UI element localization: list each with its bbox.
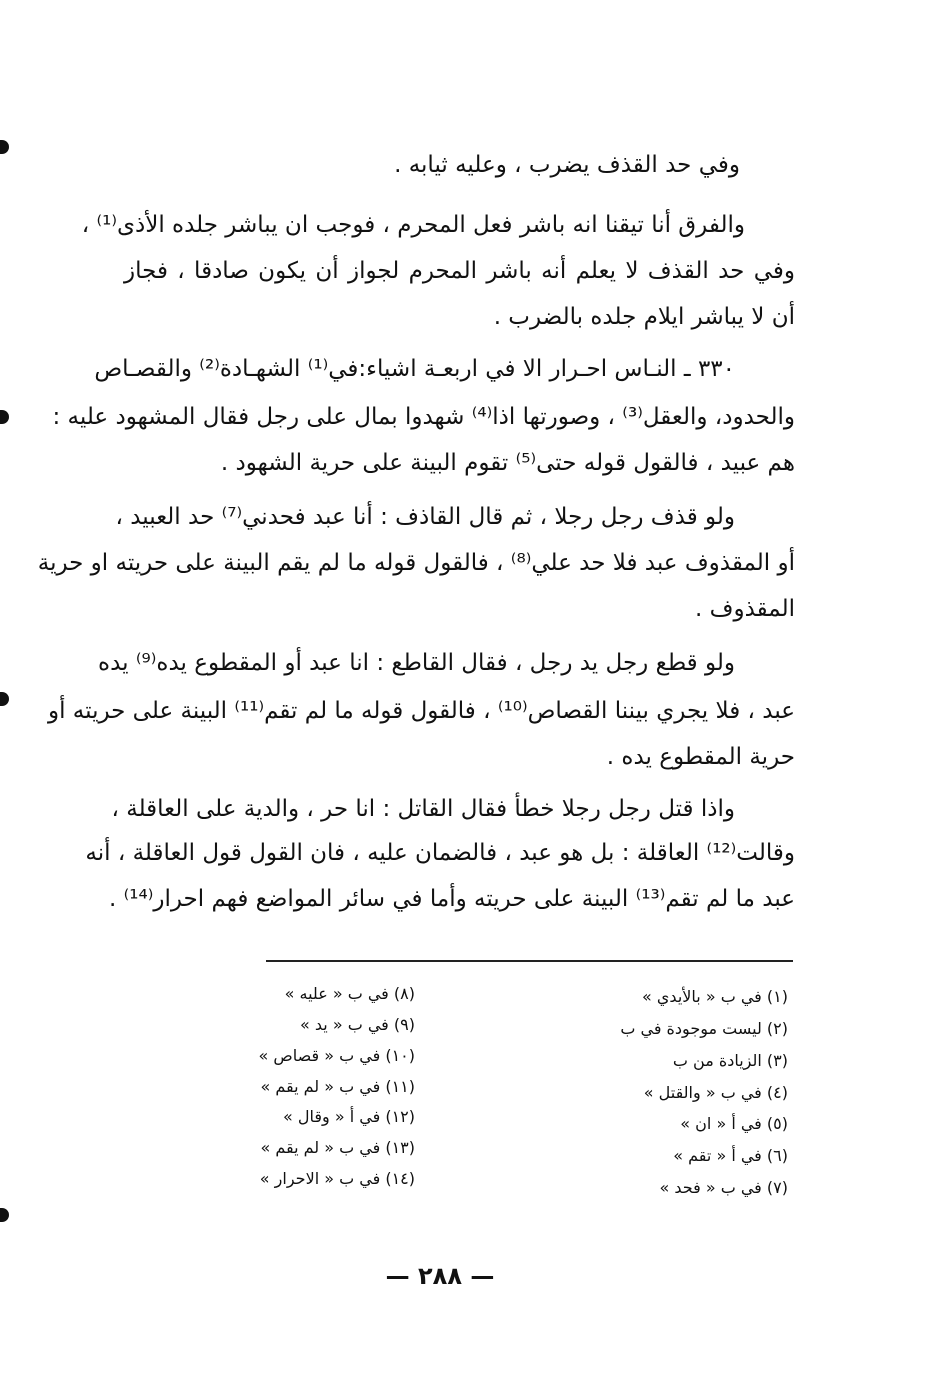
- footnote: (٣) الزيادة من ب: [672, 1051, 788, 1070]
- footnote: (٩) في ب « يد »: [300, 1015, 415, 1034]
- footnote: (١٣) في ب « لم يقم »: [260, 1138, 415, 1157]
- footnote: (٦) في أ « تقم »: [673, 1146, 788, 1165]
- text-line: المقذوف .: [695, 596, 795, 622]
- text-line: ولو قذف رجل رجلا ، ثم قال القاذف : أنا عبد فحدني⁽⁷⁾ حد العبيد ،: [115, 504, 735, 530]
- binding-mark: [0, 140, 9, 154]
- footnote: (٤) في ب « والقتل »: [643, 1083, 788, 1102]
- text-line: ٣٣٠ ـ النـاس احـرار الا في اربعـة اشياء:في⁽¹⁾ الشهـادة⁽²⁾ والقصـاص: [94, 356, 735, 382]
- binding-mark: [0, 1208, 9, 1222]
- text-line: وقالت⁽¹²⁾ العاقلة : بل هو عبد ، فالضمان عليه ، فان القول قول العاقلة ، أنه: [85, 840, 795, 866]
- footnote: (١٤) في ب « الاحرار »: [259, 1169, 415, 1188]
- footnote: (١١) في ب « لم يقم »: [260, 1077, 415, 1096]
- text-line: هم عبيد ، فالقول قوله حتى⁽⁵⁾ تقوم البينة على حرية الشهود .: [220, 450, 795, 476]
- text-line: حرية المقطوع يده .: [606, 744, 795, 770]
- binding-mark: [0, 692, 9, 706]
- footnote: (٥) في أ « ان »: [680, 1114, 788, 1133]
- footnote: (١٢) في أ « وقال »: [283, 1107, 415, 1126]
- footnote: (١٠) في ب « قصاص »: [258, 1046, 415, 1065]
- text-line: والحدود، والعقل⁽³⁾ ، وصورتها اذا⁽⁴⁾ شهدوا بمال على رجل فقال المشهود عليه :: [52, 404, 795, 430]
- text-line: واذا قتل رجل رجلا خطأ فقال القاتل : انا حر ، والدية على العاقلة ،: [111, 796, 735, 822]
- text-line: عبد ما لم تقم⁽¹³⁾ البينة على حريته وأما في سائر المواضع فهم احرار⁽¹⁴⁾ .: [108, 886, 795, 912]
- footnote: (٢) ليست موجودة في ب: [620, 1019, 788, 1038]
- text-line: وفي حد القذف لا يعلم أنه باشر المحرم لجواز أن يكون صادقا ، فجاز: [124, 258, 795, 284]
- footnotes-left-column: [245, 0, 415, 1381]
- footnotes-right-column: [588, 0, 788, 1381]
- footnote: (١) في ب « بالأيدي »: [642, 987, 788, 1006]
- binding-mark: [0, 410, 9, 424]
- page-number: — ٢٨٨ —: [385, 1262, 495, 1290]
- text-line: أو المقذوف عبد فلا حد علي⁽⁸⁾ ، فالقول قوله ما لم يقم البينة على حريته او حرية: [37, 550, 795, 576]
- footnote: (٨) في ب « عليه »: [284, 984, 415, 1003]
- footnote: (٧) في ب « فحد »: [659, 1178, 788, 1197]
- text-line: أن لا يباشر ايلام جلده بالضرب .: [493, 304, 795, 330]
- text-line: والفرق أنا تيقنا انه باشر فعل المحرم ، فوجب ان يباشر جلده الأذى⁽¹⁾ ،: [81, 212, 745, 238]
- text-line: ولو قطع رجل يد رجل ، فقال القاطع : انا عبد أو المقطوع يده⁽⁹⁾ يده: [98, 650, 735, 676]
- text-line: عبد ، فلا يجري بيننا القصاص⁽¹⁰⁾ ، فالقول قوله ما لم تقم⁽¹¹⁾ البينة على حريته أو: [47, 698, 795, 724]
- text-line: وفي حد القذف يضرب ، وعليه ثيابه .: [394, 152, 740, 178]
